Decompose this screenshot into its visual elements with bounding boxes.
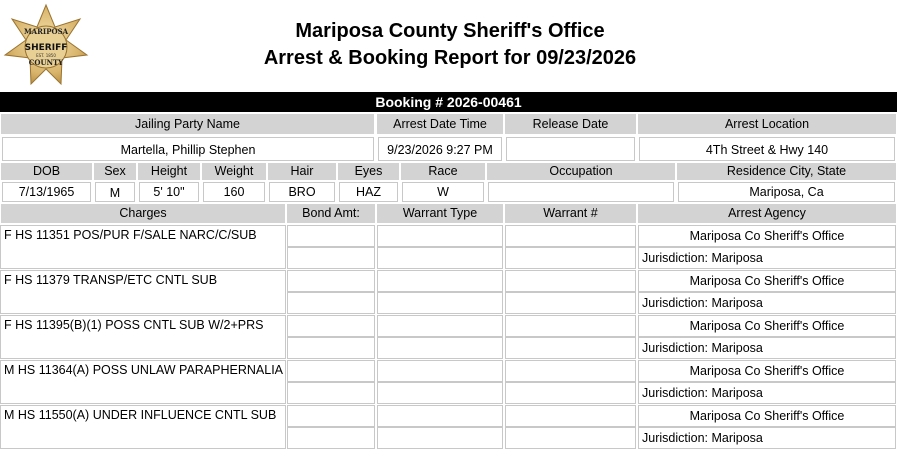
arrest-location-value: 4Th Street & Hwy 140: [639, 137, 895, 161]
warrant-type-cell: [377, 337, 503, 359]
arrest-agency-value: Mariposa Co Sheriff's Office: [638, 360, 896, 382]
hair-header: Hair: [267, 162, 337, 181]
warrant-type-cell: [377, 225, 503, 247]
bond-amount-cell: [287, 292, 375, 314]
weight-value: 160: [203, 182, 265, 202]
warrant-number-cell: [505, 427, 636, 449]
eyes-value: HAZ: [339, 182, 398, 202]
warrant-type-cell: [377, 427, 503, 449]
svg-text:SHERIFF: SHERIFF: [24, 43, 68, 53]
height-header: Height: [137, 162, 201, 181]
svg-text:COUNTY: COUNTY: [28, 58, 64, 67]
bond-amount-cell: [287, 360, 375, 382]
warrant-number-cell: [505, 225, 636, 247]
occupation-value: [488, 182, 674, 202]
charge-description: F HS 11395(B)(1) POSS CNTL SUB W/2+PRS: [0, 315, 286, 359]
jailing-party-header: Jailing Party Name: [0, 113, 375, 135]
report-agency-title: Mariposa County Sheriff's Office: [295, 20, 605, 42]
dob-value: 7/13/1965: [2, 182, 91, 202]
svg-text:MARIPOSA: MARIPOSA: [23, 27, 69, 36]
report-date-title: Arrest & Booking Report for 09/23/2026: [263, 47, 637, 69]
charge-description: M HS 11550(A) UNDER INFLUENCE CNTL SUB: [0, 405, 286, 449]
warrant-type-header: Warrant Type: [376, 203, 504, 224]
release-date-value: [506, 137, 635, 161]
charge-description: F HS 11379 TRANSP/ETC CNTL SUB: [0, 270, 286, 314]
jurisdiction-value: Jurisdiction: Mariposa: [638, 292, 896, 314]
residence-header: Residence City, State: [676, 162, 897, 181]
dob-header: DOB: [0, 162, 93, 181]
arrest-datetime-value: 9/23/2026 9:27 PM: [378, 137, 502, 161]
jurisdiction-value: Jurisdiction: Mariposa: [638, 247, 896, 269]
warrant-number-cell: [505, 315, 636, 337]
warrant-number-cell: [505, 405, 636, 427]
eyes-header: Eyes: [337, 162, 400, 181]
release-date-header: Release Date: [504, 113, 637, 135]
sex-header: Sex: [93, 162, 137, 181]
bond-amount-header: Bond Amt:: [286, 203, 376, 224]
bond-amount-cell: [287, 427, 375, 449]
bond-amount-cell: [287, 315, 375, 337]
svg-text:EST. 1850: EST. 1850: [36, 53, 56, 58]
warrant-number-cell: [505, 337, 636, 359]
jurisdiction-value: Jurisdiction: Mariposa: [638, 337, 896, 359]
booking-number-bar: Booking # 2026-00461: [0, 92, 897, 112]
arrest-agency-value: Mariposa Co Sheriff's Office: [638, 315, 896, 337]
race-header: Race: [400, 162, 486, 181]
residence-value: Mariposa, Ca: [678, 182, 895, 202]
sex-value: M: [95, 182, 135, 202]
warrant-type-cell: [377, 382, 503, 404]
race-value: W: [402, 182, 484, 202]
arrest-datetime-header: Arrest Date Time: [376, 113, 504, 135]
warrant-number-cell: [505, 382, 636, 404]
bond-amount-cell: [287, 247, 375, 269]
charges-header: Charges: [0, 203, 286, 224]
hair-value: BRO: [269, 182, 335, 202]
warrant-number-cell: [505, 292, 636, 314]
charge-description: F HS 11351 POS/PUR F/SALE NARC/C/SUB: [0, 225, 286, 269]
arrest-agency-value: Mariposa Co Sheriff's Office: [638, 405, 896, 427]
bond-amount-cell: [287, 337, 375, 359]
sheriff-star-badge-logo: [3, 3, 89, 89]
arrest-agency-value: Mariposa Co Sheriff's Office: [638, 225, 896, 247]
warrant-type-cell: [377, 315, 503, 337]
charge-description: M HS 11364(A) POSS UNLAW PARAPHERNALIA: [0, 360, 286, 404]
bond-amount-cell: [287, 270, 375, 292]
arrest-agency-value: Mariposa Co Sheriff's Office: [638, 270, 896, 292]
jurisdiction-value: Jurisdiction: Mariposa: [638, 427, 896, 449]
jailing-party-value: Martella, Phillip Stephen: [2, 137, 374, 161]
warrant-number-cell: [505, 247, 636, 269]
warrant-number-cell: [505, 270, 636, 292]
bond-amount-cell: [287, 405, 375, 427]
warrant-type-cell: [377, 360, 503, 382]
weight-header: Weight: [201, 162, 267, 181]
warrant-number-header: Warrant #: [504, 203, 637, 224]
jurisdiction-value: Jurisdiction: Mariposa: [638, 382, 896, 404]
warrant-type-cell: [377, 270, 503, 292]
arrest-agency-header: Arrest Agency: [637, 203, 897, 224]
bond-amount-cell: [287, 382, 375, 404]
occupation-header: Occupation: [486, 162, 676, 181]
warrant-number-cell: [505, 360, 636, 382]
height-value: 5' 10": [139, 182, 199, 202]
warrant-type-cell: [377, 405, 503, 427]
warrant-type-cell: [377, 247, 503, 269]
warrant-type-cell: [377, 292, 503, 314]
bond-amount-cell: [287, 225, 375, 247]
arrest-location-header: Arrest Location: [637, 113, 897, 135]
